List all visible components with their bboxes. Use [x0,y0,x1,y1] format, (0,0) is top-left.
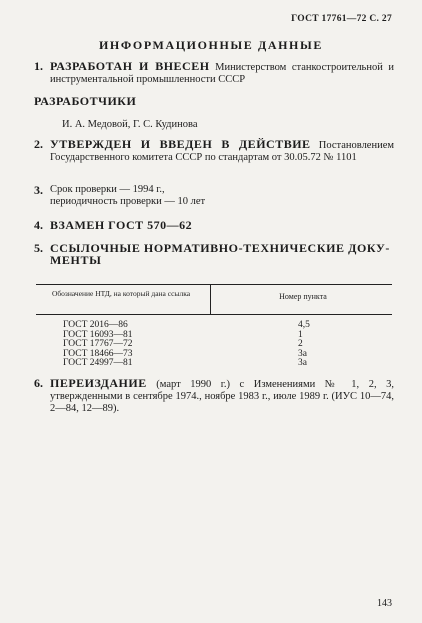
table-row [36,359,392,369]
section-5-number: 5. [34,241,43,255]
section-5-word-1: ССЫЛОЧНЫЕ [50,241,141,255]
section-1-number: 1. [34,59,43,73]
section-2-keyword: УТВЕРЖДЕН И ВВЕДЕН В ДЕЙСТВИЕ [50,137,311,151]
page-header-ref: ГОСТ 17761—72 С. 27 [291,14,392,24]
section-5-word-2: НОРМАТИВНО-ТЕХНИЧЕСКИЕ [143,241,345,255]
page-number: 143 [377,598,392,609]
table-cell-clause: 4,5 [298,320,310,330]
section-4-number: 4. [34,218,43,232]
page-title: ИНФОРМАЦИОННЫЕ ДАННЫЕ [99,38,323,52]
table-header-rule [36,314,392,315]
section-6-number: 6. [34,376,43,390]
table-cell-document: ГОСТ 18466—73 [63,348,133,359]
section-6-keyword: ПЕРЕИЗДАНИЕ [50,376,147,390]
table-cell-document: ГОСТ 2016—86 [63,320,128,330]
section-1-keyword: РАЗРАБОТАН И ВНЕСЕН [50,59,210,73]
developers-block [34,95,394,131]
section-6 [34,377,394,415]
table-cell-clause: 1 [298,329,303,340]
section-5-word-3: ДОКУ- [348,241,390,255]
table-cell-clause: 2 [298,339,303,349]
table-header-document: Обозначение НТД, на который дана ссылка [51,289,191,298]
table-cell-document: ГОСТ 17767—72 [63,339,133,349]
table-cell-document: ГОСТ 24997—81 [63,358,133,368]
section-4-text: ВЗАМЕН ГОСТ 570—62 [50,218,193,232]
table-cell-clause: 3а [298,358,307,368]
section-3-line-2: периодичность проверки — 10 лет [50,196,206,207]
section-1-text: Министерством станкостроительной и инструментальной промышленности СССР [50,62,394,85]
table-body [36,321,392,369]
developers-names: И. А. Медовой, Г. С. Кудинова [62,119,198,130]
section-3-number: 3. [34,183,43,197]
section-5-line-2: МЕНТЫ [50,253,102,267]
section-6-text: (март 1990 г.) с Изменениями № 1, 2, 3, утвержденными в сентябре 1974., ноябре 1983 г., июле 1989 г. (ИУС 10—74, 2—84, 12—89). [50,379,394,414]
reference-table [36,284,392,368]
table-column-divider [210,284,211,314]
section-5 [34,242,394,266]
section-2 [34,138,394,164]
section-2-number: 2. [34,137,43,151]
table-cell-clause: 3а [298,348,307,359]
table-top-rule [36,284,392,285]
section-2-text: Постановлением Государственного комитета СССР по стандартам от 30.05.72 № 1101 [50,140,395,163]
section-4 [34,219,394,233]
developers-heading: РАЗРАБОТЧИКИ [34,94,137,108]
section-1 [34,60,394,86]
table-header-clause: Номер пункта [279,292,327,301]
section-3-line-1: Срок проверки — 1994 г., [50,184,165,195]
section-3 [34,184,394,208]
table-cell-document: ГОСТ 16093—81 [63,329,133,340]
